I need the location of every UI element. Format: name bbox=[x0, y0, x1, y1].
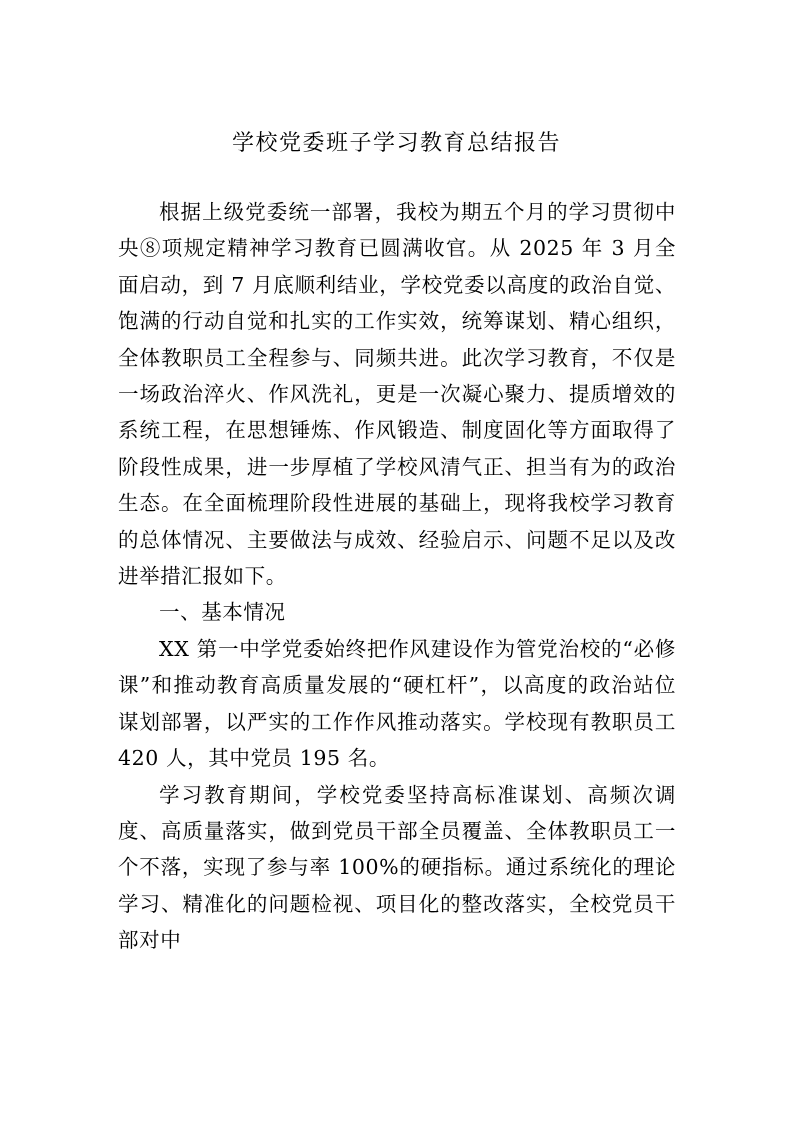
section-heading-basic-situation: 一、基本情况 bbox=[159, 600, 286, 625]
document-title: 学校党委班子学习教育总结报告 bbox=[231, 131, 561, 156]
basic-situation-paragraph: XX 第一中学党委始终把作风建设作为管党治校的“必修课”和推动教育高质量发展的“硬杠杆”，以高度的政治站位谋划部署，以严实的工作作风推动落实。学校现有教职员工 420 人，其中党员 195 名。 bbox=[118, 636, 676, 771]
intro-paragraph: 根据上级党委统一部署，我校为期五个月的学习贯彻中央⑧项规定精神学习教育已圆满收官。从 2025 年 3 月全面启动，到 7 月底顺利结业，学校党委以高度的政治自觉、饱满的行动自觉和扎实的工作实效，统筹谋划、精心组织，全体教职员工全程参与、同频共进。此次学习教育，不仅是一场政治淬火、作风洗礼，更是一次凝心聚力、提质增效的系统工程，在思想锤炼、作风锻造、制度固化等方面取得了阶段性成果，进一步厚植了学校风清气正、担当有为的政治生态。在全面梳理阶段性进展的基础上，现将我校学习教育的总体情况、主要做法与成效、经验启示、问题不足以及改进举措汇报如下。 bbox=[118, 200, 676, 589]
document-body bbox=[118, 194, 676, 959]
study-period-paragraph: 学习教育期间，学校党委坚持高标准谋划、高频次调度、高质量落实，做到党员干部全员覆盖、全体教职员工一个不落，实现了参与率 100%的硬指标。通过系统化的理论学习、精准化的问题检视、项目化的整改落实，全校党员干部对中 bbox=[118, 782, 676, 953]
